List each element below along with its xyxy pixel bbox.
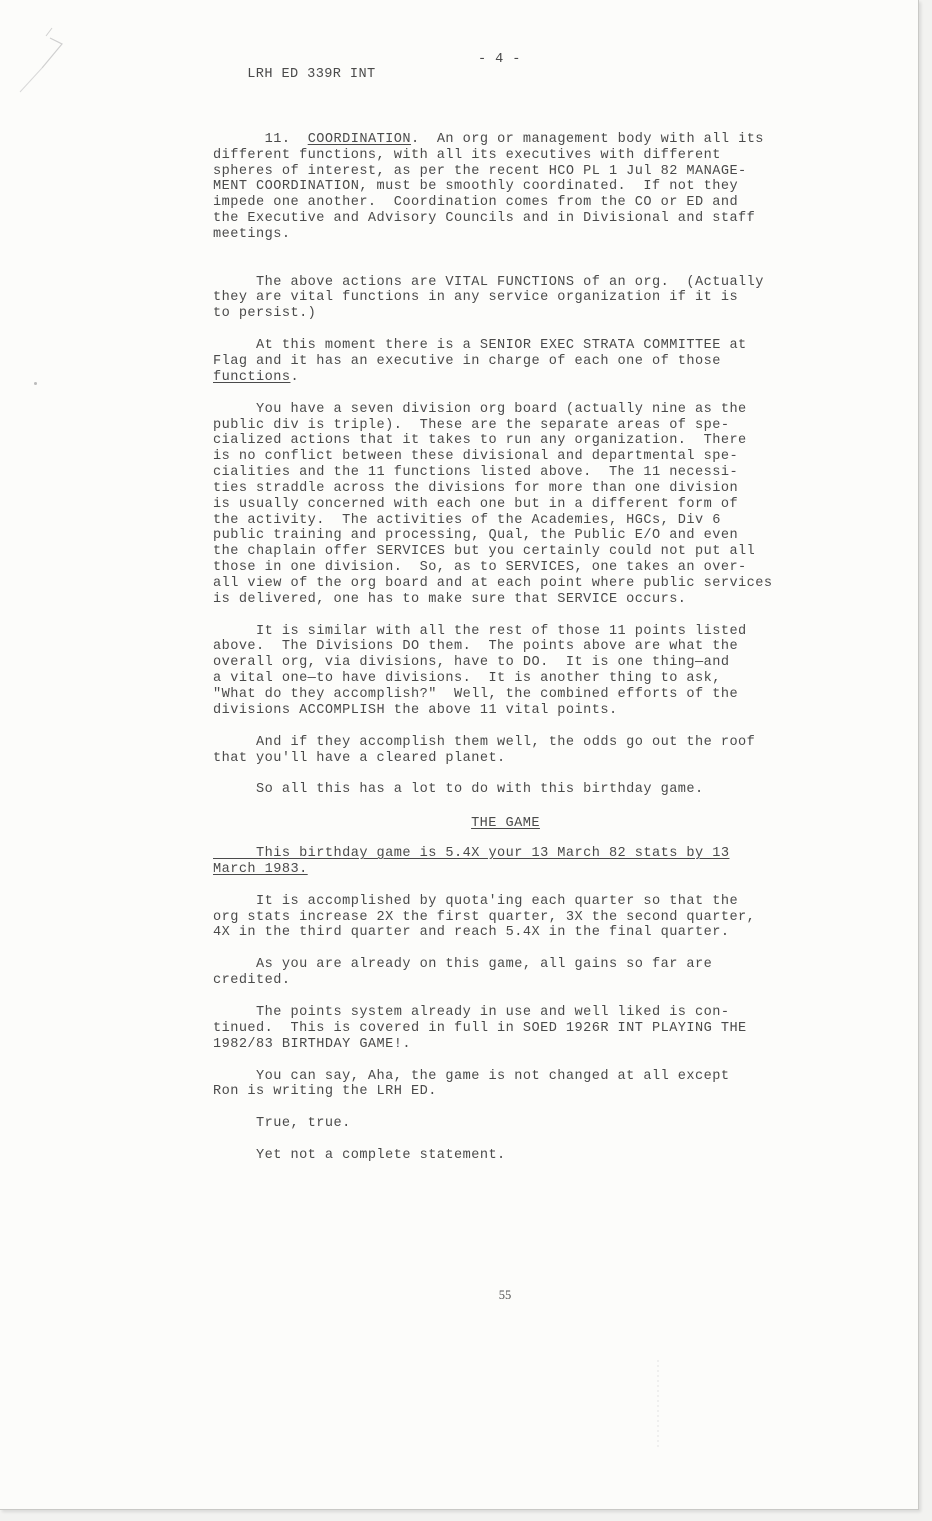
coordination-heading: COORDINATION <box>307 131 411 147</box>
paragraph-aha: You can say, Aha, the game is not changed at all except Ron is writing the LRH ED. <box>213 1068 730 1100</box>
paragraph-true: True, true. <box>213 1116 351 1132</box>
staple-mark-icon <box>12 22 72 102</box>
paragraph-credited: As you are already on this game, all gains so far are credited. <box>213 957 713 989</box>
paragraph-quota: It is accomplished by quota'ing each quarter so that the org stats increase 2X the first quarter, 3X the second quarter, 4X in the third quarter and reach 5.4X in the final quarter. <box>213 893 756 941</box>
paragraph-birthday-game: So all this has a lot to do with this birthday game. <box>213 782 704 798</box>
functions-underlined: functions <box>213 369 291 385</box>
document-id: LRH ED 339R INT <box>247 67 376 82</box>
document-body <box>213 116 853 1180</box>
footer-page-number: 55 <box>498 1288 512 1302</box>
paragraph-cleared-planet: And if they accomplish them well, the odds go out the roof that you'll have a cleared planet. <box>213 734 756 766</box>
paragraph-text: 11. COORDINATION. An org or management body with all its different functions, with all its executives with different spheres of interest, as per the recent HCO PL 1 Jul 82 MANAGE- MENT COORDINATION, must be smoothly coordinated. If not they impede one another. Coordination comes from the CO or ED and the Executive and Advisory Councils and in Divisional and staff meetings. <box>213 131 764 242</box>
scan-artifact <box>650 1360 666 1450</box>
paragraph-org-board: You have a seven division org board (actually nine as the public div is triple). These are the separate areas of spe- cialized actions that it takes to run any organization. There is no conflict between these divisional and departmental spe- cialities and the 11 functions listed above. The 11 necessi- ties straddle across the divisions for more than one division is usually concerned with each one but in a different form of the activity. The activities of the Academies, HGCs, Div 6 public training and processing, Qual, the Public E/O and even the chaplain offer SERVICES but you certainly could not put all those in one division. So, as to SERVICES, one takes an over- all view of the org board and at each point where public services is delivered, one has to make sure that SERVICE occurs. <box>213 401 773 607</box>
paragraph-not-complete: Yet not a complete statement. <box>213 1148 506 1164</box>
paragraph-senior-exec: At this moment there is a SENIOR EXEC STRATA COMMITTEE at Flag and it has an executive in charge of each one of those functions. <box>213 338 747 385</box>
scan-speck <box>34 382 37 385</box>
paragraph-coordination <box>213 116 853 259</box>
paragraph-vital-functions: The above actions are VITAL FUNCTIONS of an org. (Actually they are vital functions in any service organization if it is to persist.) <box>213 274 764 322</box>
paragraph-divisions: It is similar with all the rest of those 11 points listed above. The Divisions DO them. The points above are what the overall org, via divisions, have to DO. It is one thing—and a vital one—to have divisions. It is another thing to ask, "What do they accomplish?" Well, the combined efforts of the divisions ACCOMPLISH the above 11 vital points. <box>213 623 747 718</box>
section-heading-the-game: THE GAME <box>471 816 540 832</box>
header-page-number: - 4 - <box>478 52 521 67</box>
paragraph-game-intro: This birthday game is 5.4X your 13 March 82 stats by 13 March 1983. <box>213 846 730 877</box>
paragraph-points-system: The points system already in use and well liked is con- tinued. This is covered in full in SOED 1926R INT PLAYING THE 1982/83 BIRTHDAY GAME!. <box>213 1004 747 1052</box>
page-header <box>213 52 521 112</box>
